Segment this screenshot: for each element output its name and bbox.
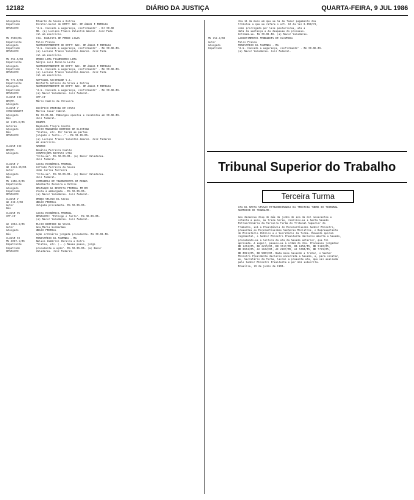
entry — [6, 237, 201, 253]
entry-label: CLASSE III REQTE. Advogado — [6, 145, 22, 155]
entry — [6, 145, 201, 161]
section-title: Tribunal Superior do Trabalho — [207, 151, 407, 183]
entry — [6, 79, 201, 95]
entry — [6, 58, 201, 78]
entry-label — [208, 206, 238, 268]
entry-text: SOFTAGRA SOCIEDADE S.A. Ronfalfo Antonio da Silva e Outros SUPERINTENDENTE DO DEPTº NAC. DE ÁGUAS E ENERGIA "A.G. Concedo a segurança, confirmando" - Em 30.06.86. (a) Nacur Valadares. Juiz Federal. — [36, 78, 121, 95]
left-column — [6, 20, 201, 494]
entry — [208, 20, 408, 36]
entry-label: AO 1062-4/86 Autor Advogado Réu — [6, 222, 25, 236]
entry — [6, 198, 201, 211]
page-number: 12182 — [6, 5, 25, 12]
entry-text: dia 14 de maio em que se ha de fazer pagamento dos tributos a que se refere o art. 10 da lei 6.099/74, como prorrogado por leis posteriores, ate a data da sentença e de despesas do processo. Intimem-se. Em 30.06.86. (a) Nacur Valadares. — [238, 20, 318, 36]
entry — [6, 163, 201, 179]
entry — [6, 20, 201, 36]
entry-text: PEDRO VELOSO DA SILVA UNIÃO FEDERAL Julgada procedente. Em 30.06.86. — [36, 197, 86, 208]
entry-text: CAIXA ECONÔMICA FEDERAL DESPACHO: "Extingo o feito". Em 30.06.86. (a) Nacur Valadares. Juiz Federal. — [36, 211, 101, 222]
entry-text: Eduardo de Souza e Outros Diretor-Geral do DEPTº NAC. DE ÁGUAS E ENERGIA "A.G. Concedo a segurança, confirmando" - DJ 30.06 86. (a) Luciano Franco Valentim Amaral. Juiz Fede ral em exercício. — [36, 20, 115, 36]
entry-label: MS 352-6/86 Impetrante Advogado Impetrado DESPACHO — [6, 58, 24, 75]
entry-label: MS 3506/BA Impetrante Advogado Impetrado DESPACHO — [6, 37, 22, 54]
entry-label: MS 1S2-4/86 Autor Advogado Impetrado — [208, 37, 226, 51]
entry-text: CAIXA ECONÔMICA FEDERAL Alfredo Ferreira de Souza João Carlos Ferreira "Cite-se". Em 30.06.86. (a) Nacur Valadares. Juiz Federal. — [36, 162, 105, 179]
entry — [6, 223, 201, 236]
entry-label: CLASSE V AR 1414-26/86 Autor Advogado Réu — [6, 162, 27, 179]
entry-label: CLASSE XI MS 4097-1/86 Impetrante Impetrado DESPACHO — [6, 236, 25, 253]
entry — [6, 37, 201, 57]
entry-label: AO 1195-6/86 Autores Advogado Réu DESPACHO — [6, 121, 25, 138]
entry-text: SERPRO Rosália Ferreira Coelho CONFECÇÕES BATISTA LTDA "Cite-se". Em 30.06.86. (a) Nacur Valadares. Juiz Federal. — [36, 145, 105, 162]
issue-date: QUARTA-FEIRA, 9 JUL 1986 — [321, 5, 408, 12]
entry-text: COMPANHIA DE TRANSPORTES DE MINAS Adalberto Pereira e Outros DELEGADO DA RECEITA FEDERAL EM BH Vista à embargada - Em 30.06.86. (a) Nacur Valadares. Juiz Federal. — [36, 180, 90, 197]
entry — [208, 206, 408, 268]
entry-label: CLASSE V CONSIGNANTE Advogado Réu — [6, 107, 24, 120]
right-column-bottom — [208, 206, 408, 494]
section-subtitle: Terceira Turma — [262, 190, 354, 203]
entry — [208, 37, 408, 53]
entry-text: PEDRO LIMA FIGUEIREDO LIMA Sérgio Luiz Pereira Leite SUPERINTENDENTE DO DEPTº NAC. DE ÁGUAS E ENERGIA "A.G. Concedo a segurança, confirmando" - Em 30.06.86. (a) Luciano Franco Valentim Amaral. Juiz Fede ral em exercício. — [36, 58, 121, 78]
entry-text: ELCIO RIBEIRO DA SILVA Ana Maria Guimarães UNIÃO FEDERAL Ação ordinária julgada procedente. Em 30.06.86. — [36, 222, 110, 236]
page-header — [6, 4, 408, 16]
publication-title: DIÁRIO DA JUSTIÇA — [146, 5, 210, 12]
entry-label: Advogados Impetrado DESPACHO — [6, 20, 21, 30]
entry — [6, 180, 201, 196]
entry-label — [208, 20, 238, 36]
entry — [6, 107, 201, 120]
entry-text: ATA DA SEXTA SESSÃO EXTRAORDINÁRIA DA TERCEIRA TURMA DO TRIBUNAL SUPERIOR DO TRABALHO. Aos dezenove dias do mês de junho do ano de mil novecentos e oitenta e seis, às treze horas, realizou-se a Sexta Sessão Extraordinária da Terceira Turma do Tribunal Superior do Trabalho, sob a Presidência do Excelentíssimo Senhor Ministro, presentes os Excelentíssimos Senhores Ministros, o Representante do Ministério Público e o Secretário da Turma. Havendo quórum regimental, o Senhor Ministro Presidente declarou aberta a Sessão, procedendo-se a leitura da ata da Sessão anterior, que foi aprovada. A seguir, passou-se à ordem do dia. Processos julgados: RR 1234/85, RR 2215/85, RR 3317/85, RR 4456/85, RR 5120/85, RR 6634/85, AI 1102/85, AI 2207/85, AI 3308/85, RR 7719/85, RR 8821/85, RR 9903/85. Nada mais havendo a tratar, o Senhor Ministro Presidente declarou encerrada a Sessão, e, para constar, eu, Secretário da Turma, lavrei a presente ata, que vai assinada pelo Senhor Ministro Presidente e por mim subscrita. Brasília, 19 de junho de 1986. — [238, 206, 342, 268]
entry-label: CLASSE XV CEF-CP — [6, 211, 21, 219]
entry-label: MS 771-8/86 Impetrante Advogado Impetrado DESPACHO — [6, 78, 24, 95]
entry-text: LAPARTIMENTOS FERNANDES DE OLIVEIRA Felix Franca MINISTÉRIO DA FAZENDA - MG "A.G. Concedo a segurança, confirmando" - Em 30.06.86. (a) Nacur Valadares. Juiz Federal. — [238, 37, 323, 54]
entry-text: CIA. PAULISTA DE FERRO LIGAS Felix Franca SUPERINTENDENTE DO DEPTº NAC. DE ÁGUAS E ENERGIA "A.G. Concedo a segurança, confirmando" - Em 30.06.86. (a) Luciano Franco Valentim Amaral. Juiz Fede ral em exercício. — [36, 37, 121, 57]
entry — [6, 212, 201, 222]
column-divider — [204, 20, 205, 494]
entry-text: CEF-CP Mário Camilo de Oliveira — [36, 96, 74, 103]
right-column-top — [208, 20, 408, 148]
entry — [6, 96, 201, 106]
entry-label: CLASSE V AR 419-3/86 Autor Réu — [6, 197, 24, 211]
entry-label: MS 1486-8/86 Impetrante Advogado Impetrado DESPACHO — [6, 180, 25, 197]
entry-text: MINISTÉRIO DA FAZENDA - MG Nelson Zembrini Pereira e Outro "Vistos, etc. (...) Nesse passo, julgo procedente a ação". Em 30.06.86. (a) Nacur Valadares. Juiz Federal. — [36, 236, 102, 253]
entry — [6, 121, 201, 144]
entry-text: INAMPS Raymundo Freire Coelho LUCIO MARANHÃO RIBEIRO DE OLIVEIRA "Vistos, etc. Por terem as partes julgado o feito..." - Em 30.06.86. (a) Luciano Franco Valentim Amaral. Juiz Federal em exercício. — [36, 121, 111, 144]
entry-text: PACÍFICO PEREIRA DE COSTA Marcos Cesar Cabral Em 30.06.86. Embargos opostos e recebidos em 30.06.86. Juiz Federal. — [36, 107, 121, 120]
entry-label: CLASSE III REQTE. Advogado — [6, 96, 22, 106]
